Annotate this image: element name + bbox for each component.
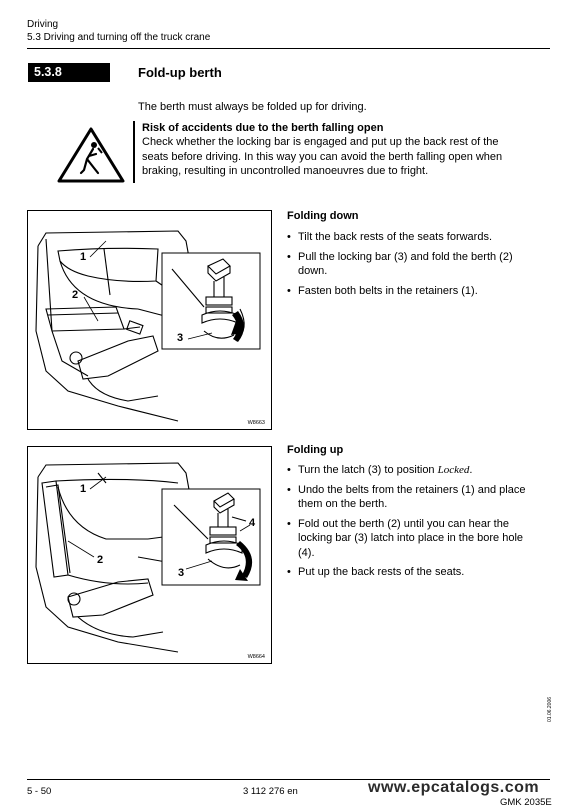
section-number: 5.3.8 [28, 63, 110, 82]
header-rule [27, 48, 550, 49]
page-number: 5 - 50 [27, 786, 52, 797]
callout-4: 4 [249, 517, 256, 529]
warning-title: Risk of accidents due to the berth falling open [142, 122, 384, 134]
warning-bar [133, 121, 135, 183]
callout-1: 1 [80, 251, 87, 263]
chapter-title: Driving [27, 19, 59, 30]
section-title: Fold-up berth [138, 65, 222, 80]
list-item [287, 463, 532, 478]
callout-2: 2 [97, 554, 104, 566]
list-item: • Fasten both belts in the retainers (1). [287, 284, 532, 299]
section-breadcrumb: 5.3 Driving and turning off the truck crane [27, 32, 211, 43]
print-date: 01.06.2006 [547, 696, 553, 722]
list-item: • Tilt the back rests of the seats forwards. [287, 230, 532, 245]
figure-folding-up [27, 446, 272, 664]
step-text: . [469, 464, 473, 476]
warning-line: seats before driving. In this way you can avoid the berth falling open when [142, 150, 503, 163]
watermark: www.epcatalogs.com [368, 779, 540, 796]
figure-id: W8664 [247, 654, 265, 660]
warning-triangle-icon [56, 126, 126, 184]
warning-line: Check whether the locking bar is engaged and put up the back rest of the [142, 136, 499, 148]
folding-down-steps [287, 230, 532, 303]
model-name: GMK 2035E [500, 797, 552, 808]
list-item: • Fold out the berth (2) until you can hear the locking bar (3) latch into place in the bore hole (4). [287, 517, 532, 561]
callout-1: 1 [80, 483, 87, 495]
callout-3: 3 [177, 332, 184, 344]
folding-up-steps [287, 463, 532, 585]
step-italic: Locked [437, 464, 470, 476]
figure-folding-down [27, 210, 272, 430]
folding-up-heading: Folding up [287, 444, 344, 456]
list-item: • Pull the locking bar (3) and fold the berth (2) down. [287, 250, 532, 279]
list-item: • Put up the back rests of the seats. [287, 565, 532, 580]
folding-down-heading: Folding down [287, 210, 359, 222]
intro-text: The berth must always be folded up for driving. [138, 101, 367, 113]
step-text: Turn the latch (3) to position [298, 464, 438, 476]
callout-2: 2 [72, 289, 79, 301]
figure-id: W8663 [247, 420, 265, 426]
document-number: 3 112 276 en [243, 786, 298, 797]
warning-line: braking, resulting in uncontrolled manoeuvres due to fright. [142, 165, 429, 177]
callout-3: 3 [178, 567, 185, 579]
list-item: • Undo the belts from the retainers (1) and place them on the berth. [287, 483, 532, 512]
warning-text [142, 135, 542, 179]
